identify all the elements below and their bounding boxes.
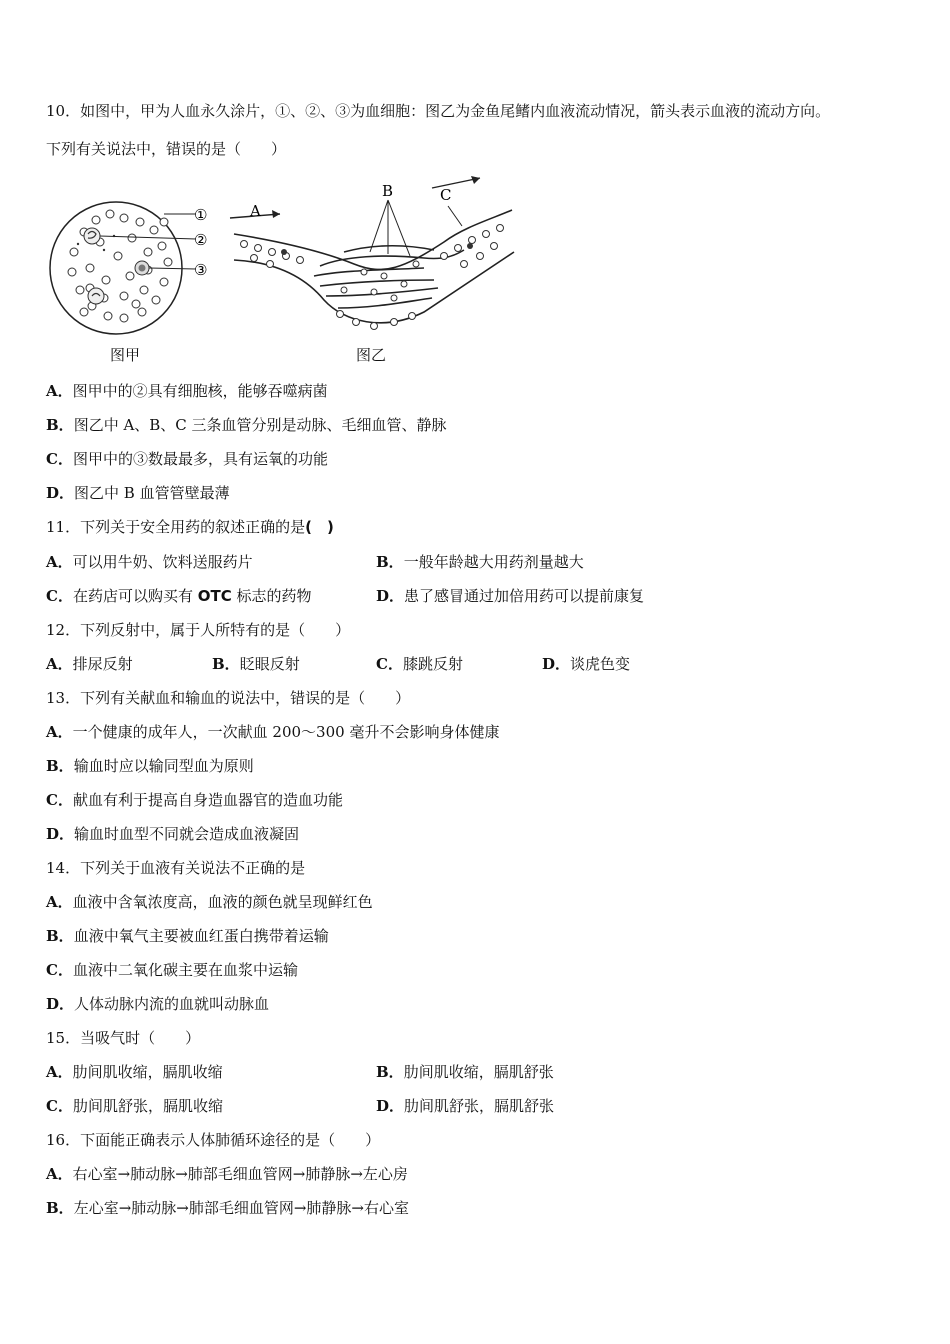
- label-C: C: [440, 186, 452, 204]
- q16-option-b: [46, 1198, 409, 1218]
- q12-option-c: [376, 654, 463, 674]
- q11-option-a: [46, 552, 253, 572]
- option-text: 排尿反射: [72, 655, 133, 673]
- q12-option-d: [542, 654, 630, 674]
- q14-option-c: [46, 960, 298, 980]
- option-key: B．: [212, 655, 240, 673]
- q11-option-d: [376, 586, 644, 606]
- q12-option-b: [212, 654, 300, 674]
- option-text: 血液中二氧化碳主要在血浆中运输: [72, 961, 298, 979]
- q15-option-d: [376, 1096, 554, 1116]
- option-key: B．: [376, 1063, 404, 1081]
- option-key: D．: [542, 655, 571, 673]
- q16-stem: 16．下面能正确表示人体肺循环途径的是（ ）: [46, 1131, 381, 1149]
- option-key: A．: [46, 382, 73, 400]
- blood-smear-figure: [50, 202, 196, 334]
- option-key: B．: [46, 757, 74, 775]
- option-key: B．: [46, 1199, 74, 1217]
- caption-left: 图甲: [110, 346, 141, 364]
- q13-stem: 13．下列有关献血和输血的说法中，错误的是（ ）: [46, 689, 411, 707]
- option-text: 左心室→肺动脉→肺部毛细血管网→肺静脉→右心室: [73, 1199, 409, 1217]
- option-text: 一个健康的成年人，一次献血 200～300 毫升不会影响身体健康: [72, 723, 500, 741]
- q16-option-a: [46, 1164, 408, 1184]
- q15-option-c: [46, 1096, 223, 1116]
- option-text: 肋间肌收缩，膈肌收缩: [72, 1063, 223, 1081]
- option-key: C．: [46, 1097, 73, 1115]
- otc-text: OTC: [197, 587, 232, 605]
- option-text: 右心室→肺动脉→肺部毛细血管网→肺静脉→左心房: [72, 1165, 408, 1183]
- q14-option-b: [46, 926, 329, 946]
- option-key: A．: [46, 655, 73, 673]
- q15-stem: 15．当吸气时（ ）: [46, 1029, 201, 1047]
- option-key: C．: [46, 587, 73, 605]
- option-text: 血液中含氧浓度高，血液的颜色就呈现鲜红色: [72, 893, 373, 911]
- option-key: D．: [46, 825, 75, 843]
- option-key: A．: [46, 1165, 73, 1183]
- q13-option-d: [46, 824, 299, 844]
- option-text: 肋间肌收缩，膈肌舒张: [403, 1063, 554, 1081]
- q15-option-a: [46, 1062, 223, 1082]
- option-key: A．: [46, 893, 73, 911]
- q11-option-b: [376, 552, 584, 572]
- label-1: ①: [194, 206, 208, 224]
- option-key: D．: [46, 484, 75, 502]
- option-text: 图乙中 A、B、C 三条血管分别是动脉、毛细血管、静脉: [73, 416, 447, 434]
- option-key: D．: [46, 995, 75, 1013]
- q10-option-d: [46, 483, 230, 503]
- q12-stem: 12．下列反射中，属于人所特有的是（ ）: [46, 621, 351, 639]
- q13-option-b: [46, 756, 254, 776]
- q14-stem: 14．下列关于血液有关说法不正确的是: [46, 859, 306, 877]
- option-key: A．: [46, 553, 73, 571]
- option-text: 在药店可以购买有: [72, 587, 198, 605]
- q14-option-d: [46, 994, 269, 1014]
- fish-tail-vessels-figure: [234, 210, 514, 323]
- option-text: 膝跳反射: [402, 655, 463, 673]
- label-2: ②: [194, 231, 208, 249]
- option-text: 人体动脉内流的血就叫动脉血: [74, 995, 270, 1013]
- option-text: 图甲中的②具有细胞核，能够吞噬病菌: [72, 382, 328, 400]
- q11-stem-text: 11．下列关于安全用药的叙述正确的是: [46, 518, 306, 536]
- option-key: B．: [376, 553, 404, 571]
- option-text: 肋间肌舒张，膈肌收缩: [72, 1097, 223, 1115]
- q12-option-a: [46, 654, 133, 674]
- q14-option-a: [46, 892, 373, 912]
- option-text: 谈虎色变: [570, 655, 631, 673]
- option-text: 标志的药物: [231, 587, 312, 605]
- q11-paren: ( ): [305, 518, 334, 536]
- option-key: B．: [46, 416, 74, 434]
- q10-option-a: [46, 381, 328, 401]
- q10-option-c: [46, 449, 328, 469]
- q13-option-c: [46, 790, 343, 810]
- q10-option-b: [46, 415, 447, 435]
- option-text: 一般年龄越大用药剂量越大: [403, 553, 584, 571]
- option-key: A．: [46, 723, 73, 741]
- option-text: 可以用牛奶、饮料送服药片: [72, 553, 253, 571]
- q10-stem-line2: 下列有关说法中，错误的是（ ）: [46, 140, 287, 158]
- option-key: B．: [46, 927, 74, 945]
- label-A: A: [250, 202, 261, 220]
- option-text: 输血时血型不同就会造成血液凝固: [74, 825, 300, 843]
- option-text: 患了感冒通过加倍用药可以提前康复: [404, 587, 645, 605]
- caption-right: 图乙: [356, 346, 387, 364]
- q10-stem-line1: 10．如图中，甲为人血永久涂片，①、②、③为血细胞：图乙为金鱼尾鳍内血液流动情况，箭头表示血液的流动方向。: [46, 102, 831, 120]
- option-text: 输血时应以输同型血为原则: [73, 757, 254, 775]
- option-text: 图乙中 B 血管管壁最薄: [74, 484, 230, 502]
- option-text: 献血有利于提高自身造血器官的造血功能: [72, 791, 343, 809]
- q13-option-a: [46, 722, 499, 742]
- option-key: D．: [376, 1097, 405, 1115]
- option-key: A．: [46, 1063, 73, 1081]
- option-text: 图甲中的③数最最多，具有运氧的功能: [72, 450, 328, 468]
- option-key: C．: [46, 450, 73, 468]
- blood-diagram: [44, 172, 524, 367]
- option-key: C．: [46, 791, 73, 809]
- option-text: 眨眼反射: [239, 655, 300, 673]
- option-key: C．: [46, 961, 73, 979]
- q11-option-c: [46, 586, 312, 606]
- option-text: 血液中氧气主要被血红蛋白携带着运输: [73, 927, 329, 945]
- label-3: ③: [194, 261, 208, 279]
- option-key: C．: [376, 655, 403, 673]
- label-B: B: [382, 182, 394, 200]
- q11-stem: [46, 517, 334, 537]
- option-text: 肋间肌舒张，膈肌舒张: [404, 1097, 555, 1115]
- q15-option-b: [376, 1062, 554, 1082]
- option-key: D．: [376, 587, 405, 605]
- q10-figure: [44, 172, 524, 367]
